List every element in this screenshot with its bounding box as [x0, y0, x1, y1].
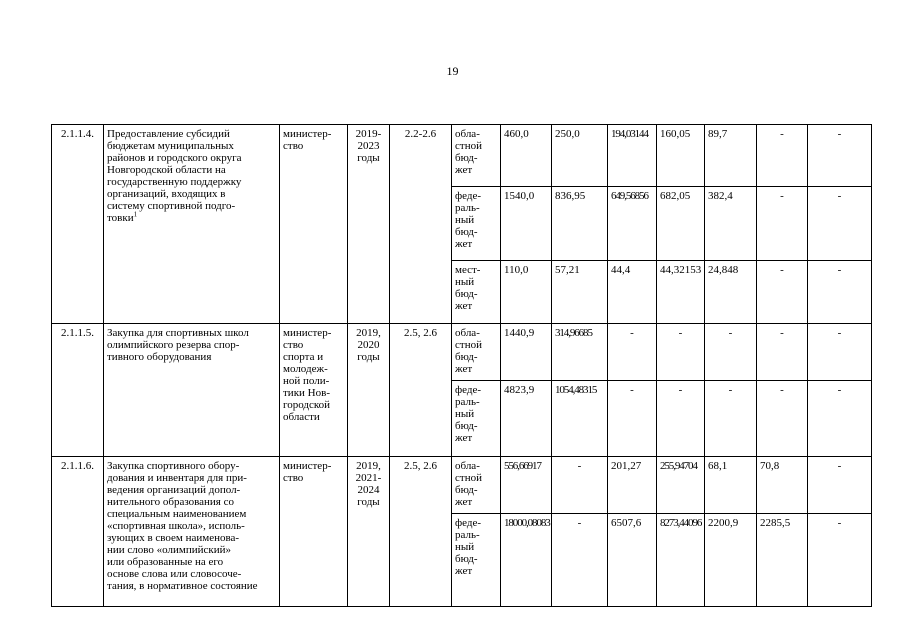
value-col-6: -: [757, 261, 808, 324]
activity-description: [104, 324, 280, 457]
value-col-7: -: [808, 457, 872, 514]
funding-source: обла- стной бюд- жет: [452, 324, 501, 381]
value-col-2: 836,95: [552, 187, 608, 261]
value-col-5: 2200,9: [705, 514, 757, 607]
funding-source: мест- ный бюд- жет: [452, 261, 501, 324]
value-col-7: -: [808, 324, 872, 381]
value-col-3: 649,56856: [608, 187, 657, 261]
value-col-7: -: [808, 514, 872, 607]
value-col-5: 68,1: [705, 457, 757, 514]
value-col-6: -: [757, 125, 808, 187]
value-col-7: -: [808, 187, 872, 261]
value-col-6: -: [757, 324, 808, 381]
activity-description: [104, 457, 280, 607]
funding-source: обла- стной бюд- жет: [452, 457, 501, 514]
value-col-6: 70,8: [757, 457, 808, 514]
value-col-2: -: [552, 457, 608, 514]
activity-description-text: Предоставление субсидий бюджетам муниципальных районов и городского округа Новгородской области на государственную поддержку организаций, входящих в систему спортивной подго- товки: [107, 128, 242, 224]
funding-source: обла- стной бюд- жет: [452, 125, 501, 187]
value-col-3: -: [608, 381, 657, 457]
value-col-3: 6507,6: [608, 514, 657, 607]
value-col-4: -: [657, 324, 705, 381]
value-col-1: 460,0: [501, 125, 552, 187]
value-col-4: -: [657, 381, 705, 457]
activity-description-text: Закупка спортивного обору- дования и инвентаря для при- ведения организаций допол- нительного образования со специальным наименованием «спортивная школа», исполь- зующих в своем наименова- нии слово «олимпийский» или образованные на его основе слова или словосоче- тания, в нормативное состояние: [107, 460, 258, 592]
value-col-7: -: [808, 381, 872, 457]
table-row: [52, 324, 872, 381]
activity-description-text: Закупка для спортивных школ олимпийского резерва спор- тивного оборудования: [107, 327, 249, 363]
value-col-1: 1540,0: [501, 187, 552, 261]
value-col-2: 314,96685: [552, 324, 608, 381]
value-col-1: 4823,9: [501, 381, 552, 457]
value-col-7: -: [808, 125, 872, 187]
activity-indicators: 2.2-2.6: [390, 125, 452, 324]
activity-years: 2019, 2021- 2024 годы: [348, 457, 390, 607]
value-col-4: 160,05: [657, 125, 705, 187]
value-col-4: 255,94704: [657, 457, 705, 514]
value-col-3: 201,27: [608, 457, 657, 514]
value-col-5: 24,848: [705, 261, 757, 324]
activity-executor: министер- ство спорта и молодеж- ной поли- тики Нов- городской области: [280, 324, 348, 457]
funding-source: феде- раль- ный бюд- жет: [452, 381, 501, 457]
value-col-1: 18000,08083: [501, 514, 552, 607]
funding-source: феде- раль- ный бюд- жет: [452, 514, 501, 607]
value-col-4: 8273,44096: [657, 514, 705, 607]
activity-executor: министер- ство: [280, 125, 348, 324]
footnote-marker: 1: [133, 210, 138, 219]
table-row: [52, 457, 872, 514]
activity-indicators: 2.5, 2.6: [390, 457, 452, 607]
activity-years: 2019- 2023 годы: [348, 125, 390, 324]
funding-source: феде- раль- ный бюд- жет: [452, 187, 501, 261]
value-col-4: 44,32153: [657, 261, 705, 324]
program-activities-table: [51, 124, 872, 607]
value-col-3: 44,4: [608, 261, 657, 324]
value-col-1: 110,0: [501, 261, 552, 324]
value-col-2: 250,0: [552, 125, 608, 187]
table-row: [52, 125, 872, 187]
value-col-7: -: [808, 261, 872, 324]
activity-indicators: 2.5, 2.6: [390, 324, 452, 457]
activity-code: 2.1.1.4.: [52, 125, 104, 324]
value-col-6: 2285,5: [757, 514, 808, 607]
page-number: 19: [446, 64, 459, 78]
activity-executor: министер- ство: [280, 457, 348, 607]
activity-years: 2019, 2020 годы: [348, 324, 390, 457]
value-col-2: 57,21: [552, 261, 608, 324]
value-col-3: -: [608, 324, 657, 381]
activity-code: 2.1.1.6.: [52, 457, 104, 607]
value-col-5: 382,4: [705, 187, 757, 261]
value-col-2: -: [552, 514, 608, 607]
value-col-1: 1440,9: [501, 324, 552, 381]
value-col-5: -: [705, 381, 757, 457]
value-col-4: 682,05: [657, 187, 705, 261]
value-col-5: -: [705, 324, 757, 381]
value-col-2: 1054,48315: [552, 381, 608, 457]
value-col-6: -: [757, 381, 808, 457]
activity-description: [104, 125, 280, 324]
activity-code: 2.1.1.5.: [52, 324, 104, 457]
value-col-6: -: [757, 187, 808, 261]
value-col-3: 194,03144: [608, 125, 657, 187]
value-col-1: 556,66917: [501, 457, 552, 514]
value-col-5: 89,7: [705, 125, 757, 187]
